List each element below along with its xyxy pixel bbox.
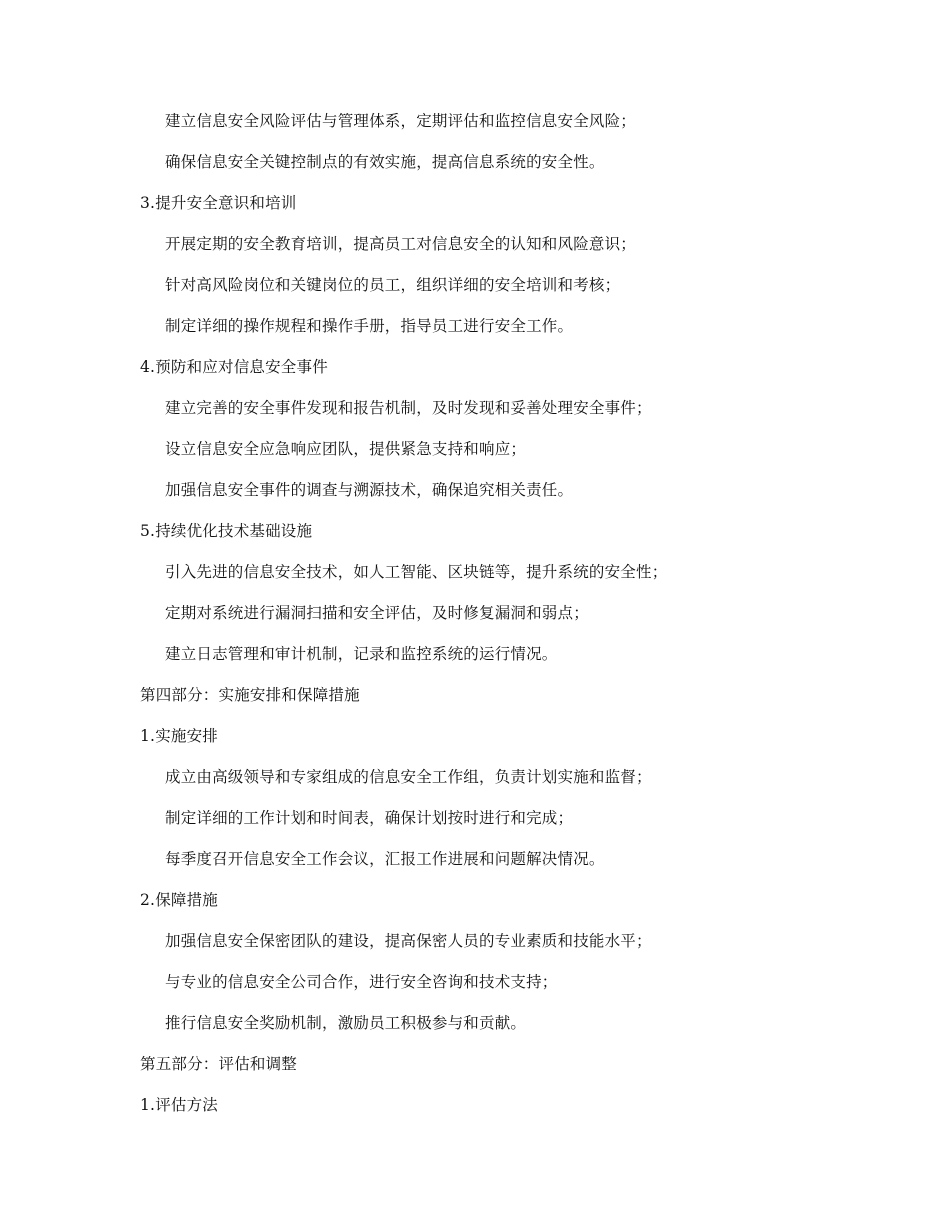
body-line-2: 确保信息安全关键控制点的有效实施，提高信息系统的安全性。 — [165, 153, 605, 171]
body-line-12: 成立由高级领导和专家组成的信息安全工作组，负责计划实施和监督； — [165, 768, 652, 786]
body-line-1: 建立信息安全风险评估与管理体系，定期评估和监控信息安全风险； — [165, 112, 637, 130]
body-line-14: 每季度召开信息安全工作会议，汇报工作进展和问题解决情况。 — [165, 850, 605, 868]
body-line-4: 针对高风险岗位和关键岗位的员工，组织详细的安全培训和考核； — [165, 276, 621, 294]
subheading-3: 3.提升安全意识和培训 — [140, 194, 297, 212]
section-heading-4: 第四部分：实施安排和保障措施 — [140, 686, 360, 704]
body-line-5: 制定详细的操作规程和操作手册，指导员工进行安全工作。 — [165, 317, 574, 335]
body-line-10: 定期对系统进行漏洞扫描和安全评估，及时修复漏洞和弱点； — [165, 604, 589, 622]
subheading-4: 4.预防和应对信息安全事件 — [140, 358, 328, 376]
body-line-6: 建立完善的安全事件发现和报告机制，及时发现和妥善处理安全事件； — [165, 399, 652, 417]
body-line-11: 建立日志管理和审计机制，记录和监控系统的运行情况。 — [165, 645, 558, 663]
subheading-safeguards: 2.保障措施 — [140, 891, 218, 909]
body-line-17: 推行信息安全奖励机制，激励员工积极参与和贡献。 — [165, 1014, 527, 1032]
subheading-implementation: 1.实施安排 — [140, 727, 218, 745]
body-line-16: 与专业的信息安全公司合作，进行安全咨询和技术支持； — [165, 973, 558, 991]
body-line-9: 引入先进的信息安全技术，如人工智能、区块链等，提升系统的安全性； — [165, 563, 668, 581]
body-line-7: 设立信息安全应急响应团队，提供紧急支持和响应； — [165, 440, 527, 458]
body-line-15: 加强信息安全保密团队的建设，提高保密人员的专业素质和技能水平； — [165, 932, 652, 950]
section-heading-5: 第五部分：评估和调整 — [140, 1055, 298, 1073]
body-line-3: 开展定期的安全教育培训，提高员工对信息安全的认知和风险意识； — [165, 235, 637, 253]
subheading-evaluation-method: 1.评估方法 — [140, 1096, 218, 1114]
subheading-5: 5.持续优化技术基础设施 — [140, 522, 313, 540]
body-line-8: 加强信息安全事件的调查与溯源技术，确保追究相关责任。 — [165, 481, 574, 499]
body-line-13: 制定详细的工作计划和时间表，确保计划按时进行和完成； — [165, 809, 574, 827]
